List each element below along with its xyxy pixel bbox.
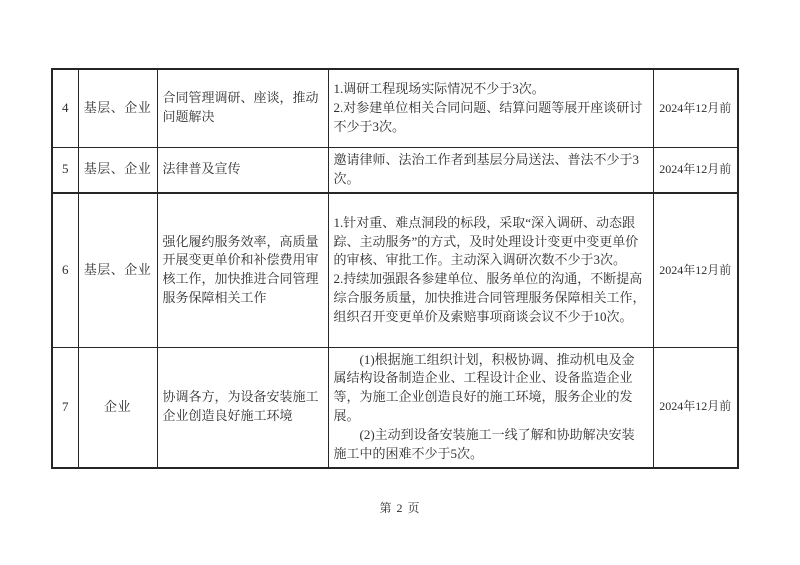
measure-paragraph: 1.针对重、难点洞段的标段，采取“深入调研、动态跟踪、主动服务”的方式，及时处理设计变更中变更单价的审核、审批工作。主动深入调研次数不少于3次。 (333, 214, 639, 268)
deadline-cell: 2024年12月前 (653, 193, 738, 347)
measures-cell (328, 193, 653, 347)
task-cell: 强化履约服务效率，高质量开展变更单价和补偿费用审核工作，加快推进合同管理服务保障相关工作 (157, 193, 328, 347)
row-number-cell: 6 (52, 193, 78, 347)
responsible-scope-cell: 企业 (78, 347, 157, 468)
responsible-scope-cell: 基层、企业 (78, 193, 157, 347)
row-number-cell: 7 (52, 347, 78, 468)
responsible-scope-cell: 基层、企业 (78, 147, 157, 193)
deadline-cell: 2024年12月前 (653, 347, 738, 468)
table-row (52, 69, 738, 147)
deadline-cell: 2024年12月前 (653, 147, 738, 193)
measure-paragraph: 邀请律师、法治工作者到基层分局送法、普法不少于3次。 (333, 151, 640, 186)
measure-paragraph: 2.对参建单位相关合同问题、结算问题等展开座谈研讨不少于3次。 (333, 99, 643, 134)
measures-cell (328, 347, 653, 468)
deadline-cell: 2024年12月前 (653, 69, 738, 147)
measures-cell (328, 147, 653, 193)
row-number-cell: 5 (52, 147, 78, 193)
measures-cell (328, 69, 653, 147)
page-number: 第 2 页 (379, 501, 421, 515)
measure-paragraph: (2)主动到设备安装施工一线了解和协助解决安装施工中的困难不少于5次。 (333, 426, 635, 461)
table-row (52, 193, 738, 347)
work-plan-table (51, 68, 739, 469)
measure-paragraph: 1.调研工程现场实际情况不少于3次。 (333, 80, 545, 96)
task-cell: 法律普及宣传 (157, 147, 328, 193)
task-cell: 合同管理调研、座谈，推动问题解决 (157, 69, 328, 147)
table-body (52, 69, 738, 468)
task-cell: 协调各方，为设备安装施工企业创造良好施工环境 (157, 347, 328, 468)
measure-paragraph: (1)根据施工组织计划，积极协调、推动机电及金属结构设备制造企业、工程设计企业、设备监造企业等，为施工企业创造良好的施工环境，服务企业的发展。 (333, 351, 635, 424)
table-row (52, 347, 738, 468)
row-number-cell: 4 (52, 69, 78, 147)
responsible-scope-cell: 基层、企业 (78, 69, 157, 147)
table-row (52, 147, 738, 193)
measure-paragraph: 2.持续加强跟各参建单位、服务单位的沟通，不断提高综合服务质量，加快推进合同管理服务保障相关工作，组织召开变更单价及索赔事项商谈会议不少于10次。 (333, 271, 646, 324)
